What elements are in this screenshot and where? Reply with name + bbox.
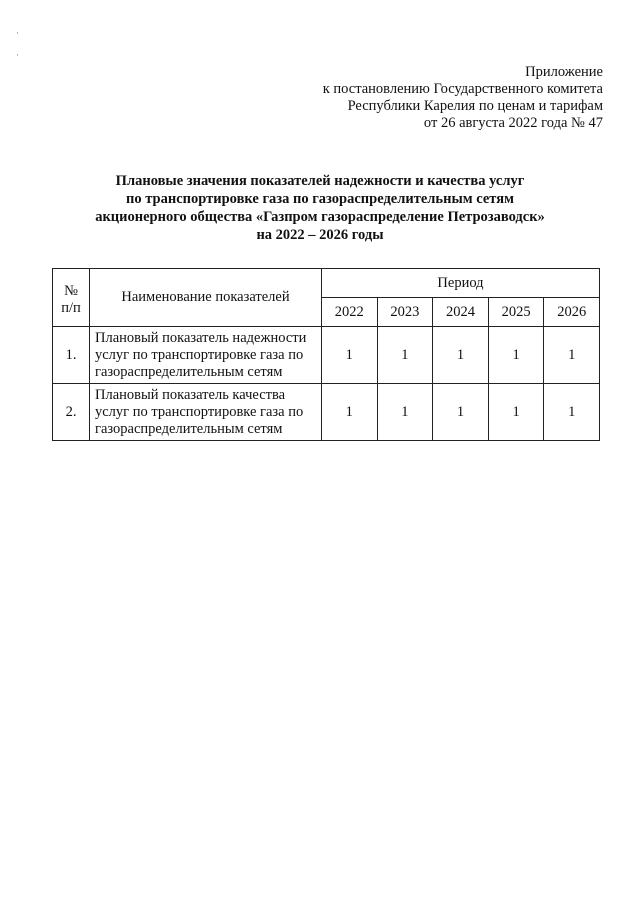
title-line: акционерного общества «Газпром газораспределение Петрозаводск» [95,209,545,225]
document-title [60,172,580,244]
table-row [53,327,600,384]
scan-mark: · [16,28,19,38]
title-line: по транспортировке газа по газораспределительным сетям [126,191,514,207]
header-period-cell: Период [322,269,600,298]
row-value: 1 [322,384,378,441]
row-value: 1 [322,327,378,384]
row-value: 1 [488,327,544,384]
row-value: 1 [433,327,489,384]
row-value: 1 [377,384,433,441]
row-indicator-name: Плановый показатель надежности услуг по транспортировке газа по газораспределительным сетям [90,327,322,384]
header-year: 2022 [322,298,378,327]
table-header-row [53,269,600,298]
scan-mark: · [16,50,19,60]
header-num-abbr: п/п [61,299,81,316]
appendix-header [323,64,603,132]
row-indicator-name: Плановый показатель качества услуг по транспортировке газа по газораспределительным сетям [90,384,322,441]
header-year: 2025 [488,298,544,327]
appendix-line: от 26 августа 2022 года № 47 [423,115,603,131]
row-value: 1 [544,327,600,384]
header-year: 2024 [433,298,489,327]
header-num-cell [53,269,90,327]
header-name-cell: Наименование показателей [90,269,322,327]
header-year: 2026 [544,298,600,327]
appendix-line: к постановлению Государственного комитета [322,81,603,97]
title-line: Плановые значения показателей надежности и качества услуг [115,173,525,189]
indicators-table [52,268,600,441]
appendix-line: Республики Карелия по ценам и тарифам [347,98,603,114]
row-value: 1 [488,384,544,441]
row-value: 1 [544,384,600,441]
title-line: на 2022 – 2026 годы [256,227,384,243]
header-num-symbol: № [64,282,78,299]
row-value: 1 [433,384,489,441]
row-value: 1 [377,327,433,384]
row-number: 1. [53,327,90,384]
table-row [53,384,600,441]
appendix-line: Приложение [525,64,603,80]
header-year: 2023 [377,298,433,327]
row-number: 2. [53,384,90,441]
